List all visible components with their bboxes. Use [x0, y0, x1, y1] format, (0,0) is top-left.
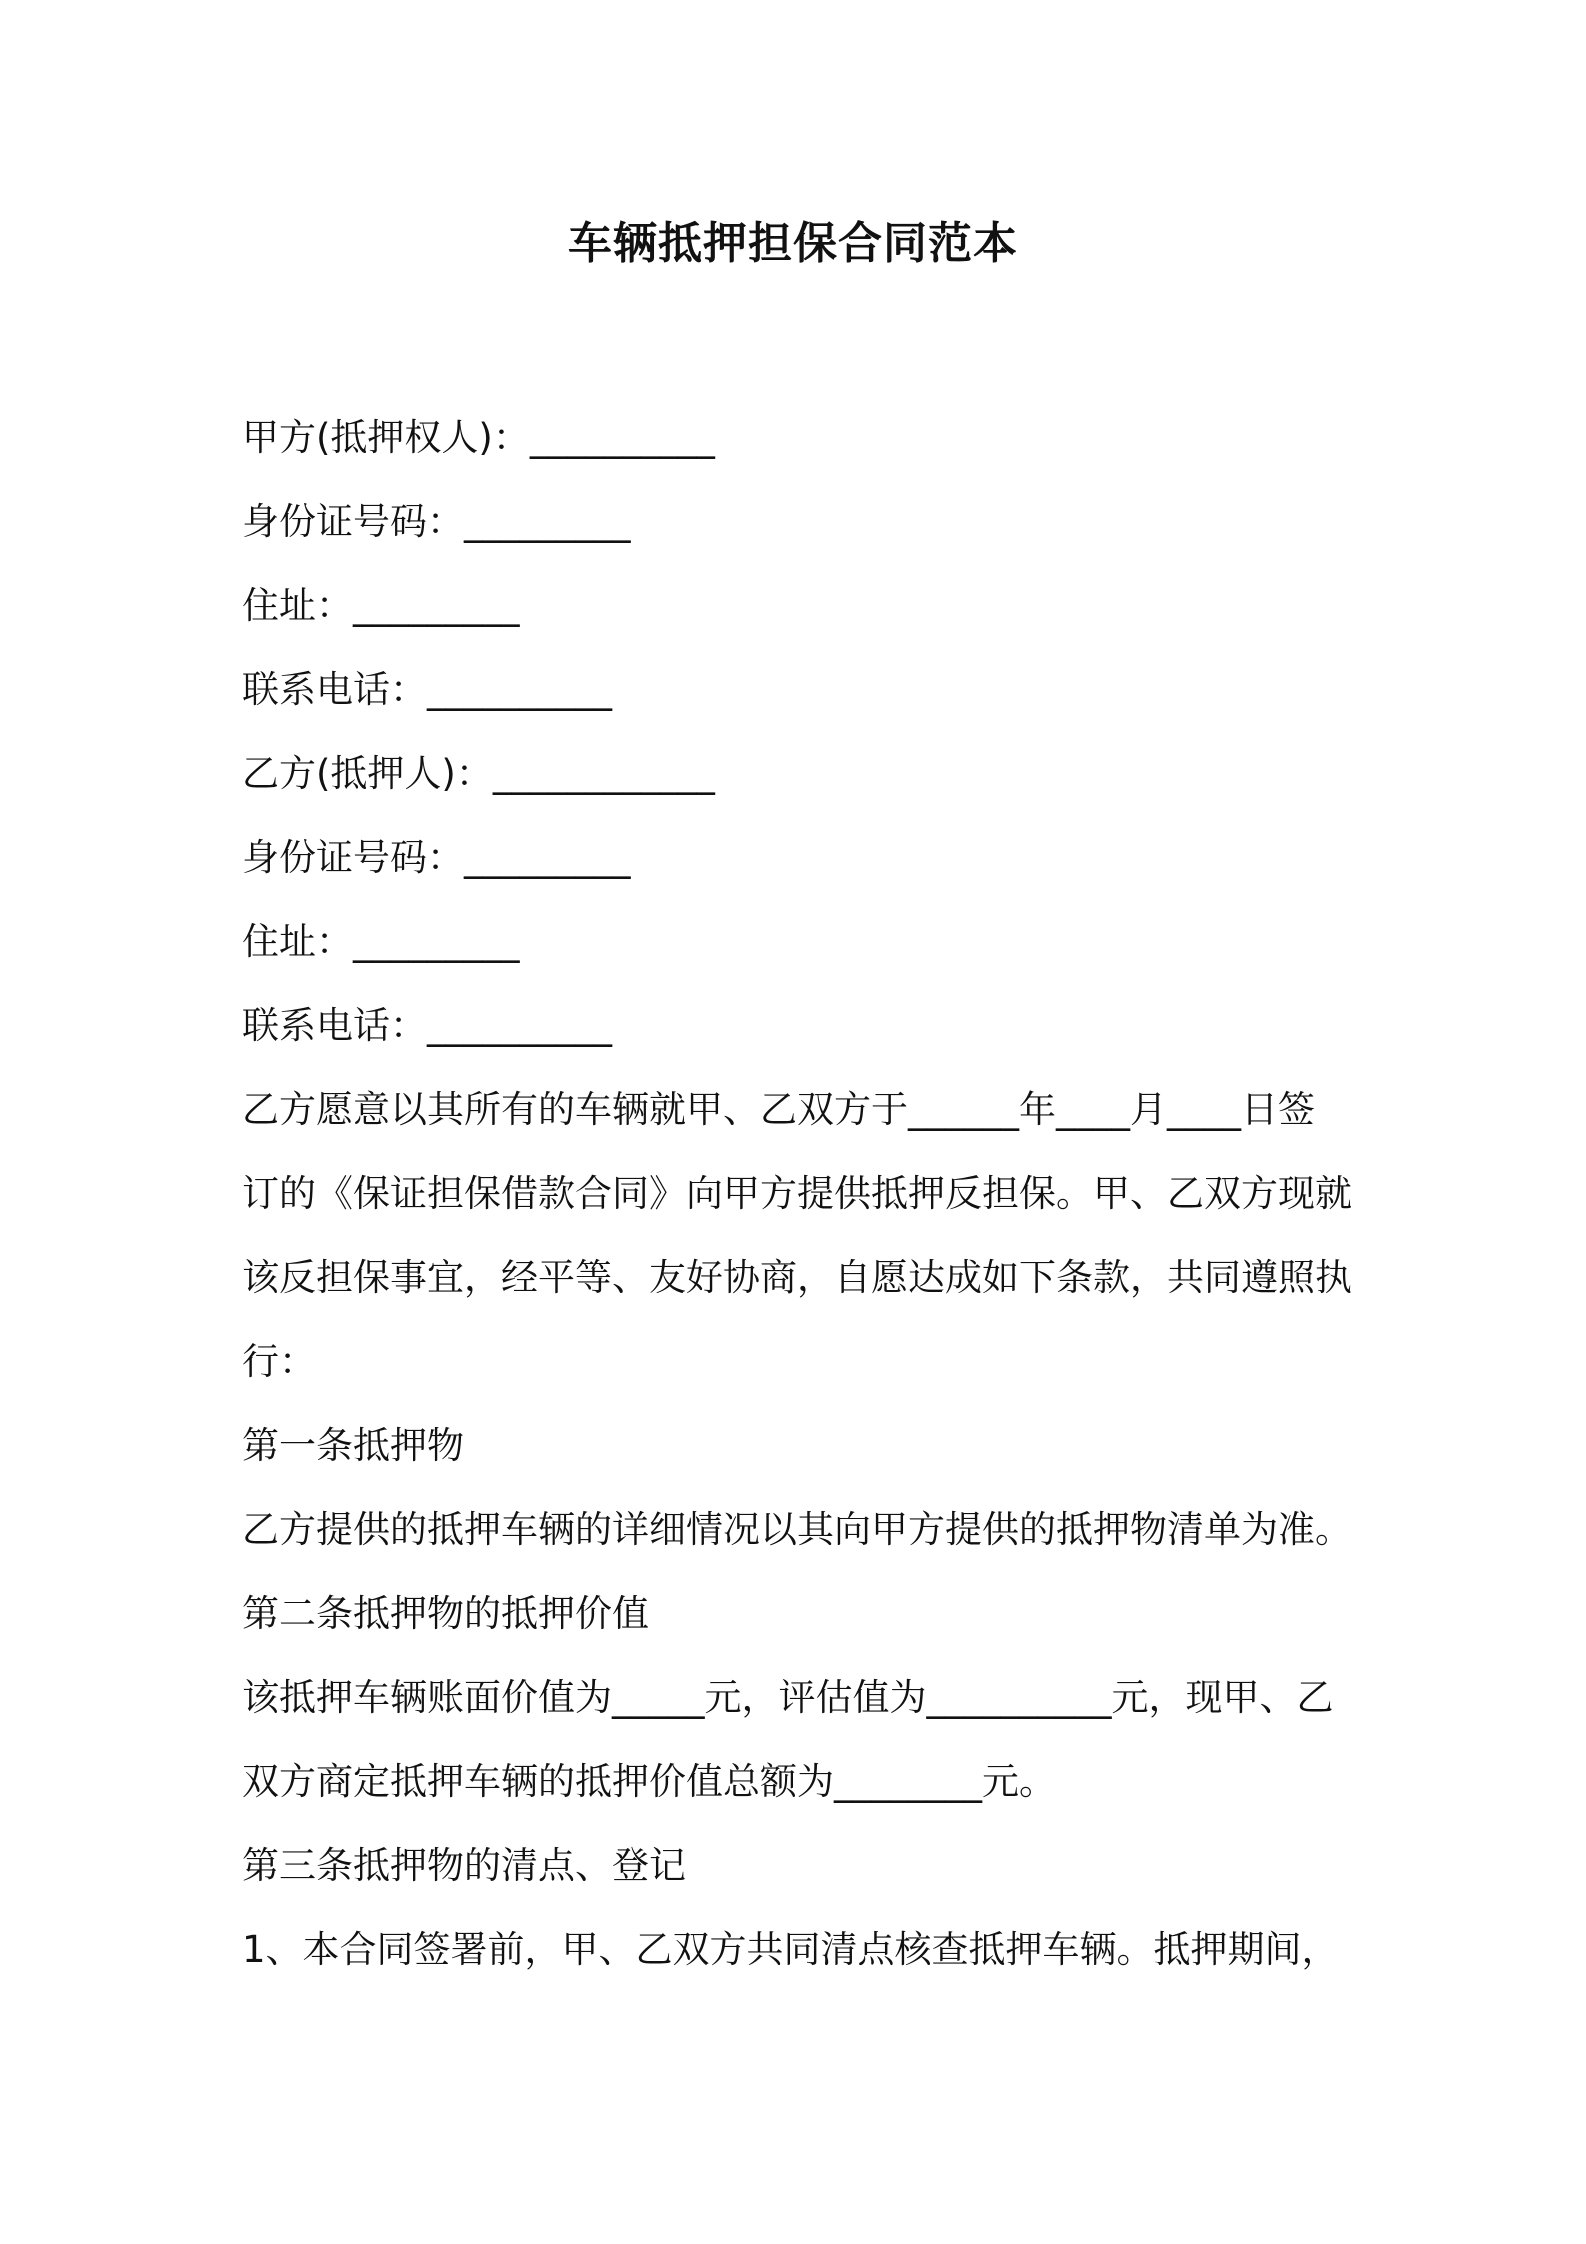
article-1-text: 乙方提供的抵押车辆的详细情况以其向甲方提供的抵押物清单为准。 — [242, 1508, 1352, 1551]
party-b-address: 住址：_________ — [242, 920, 520, 963]
preamble-line: 乙方愿意以其所有的车辆就甲、乙双方于______年____月____日签 — [242, 1088, 1315, 1131]
article-3-heading: 第三条抵押物的清点、登记 — [242, 1844, 686, 1887]
party-a-address: 住址：_________ — [242, 584, 520, 627]
preamble-line: 该反担保事宜，经平等、友好协商，自愿达成如下条款，共同遵照执 — [242, 1256, 1352, 1299]
article-2-text-line: 该抵押车辆账面价值为_____元，评估值为__________元，现甲、乙 — [242, 1676, 1334, 1719]
article-1-heading: 第一条抵押物 — [242, 1424, 464, 1467]
party-b-id-number: 身份证号码：_________ — [242, 836, 631, 879]
preamble-line: 订的《保证担保借款合同》向甲方提供抵押反担保。甲、乙双方现就 — [242, 1172, 1352, 1215]
party-a-phone: 联系电话：__________ — [242, 668, 612, 711]
preamble-line: 行： — [242, 1340, 316, 1383]
party-a-id-number: 身份证号码：_________ — [242, 500, 631, 543]
party-a-label: 甲方(抵押权人)：__________ — [242, 416, 715, 459]
article-3-text-line: 1、本合同签署前，甲、乙双方共同清点核查抵押车辆。抵押期间， — [242, 1928, 1339, 1971]
party-b-label: 乙方(抵押人)：____________ — [242, 752, 715, 795]
article-2-heading: 第二条抵押物的抵押价值 — [242, 1592, 649, 1635]
article-2-text-line: 双方商定抵押车辆的抵押价值总额为________元。 — [242, 1760, 1056, 1803]
party-b-phone: 联系电话：__________ — [242, 1004, 612, 1047]
document-title: 车辆抵押担保合同范本 — [568, 218, 1018, 269]
